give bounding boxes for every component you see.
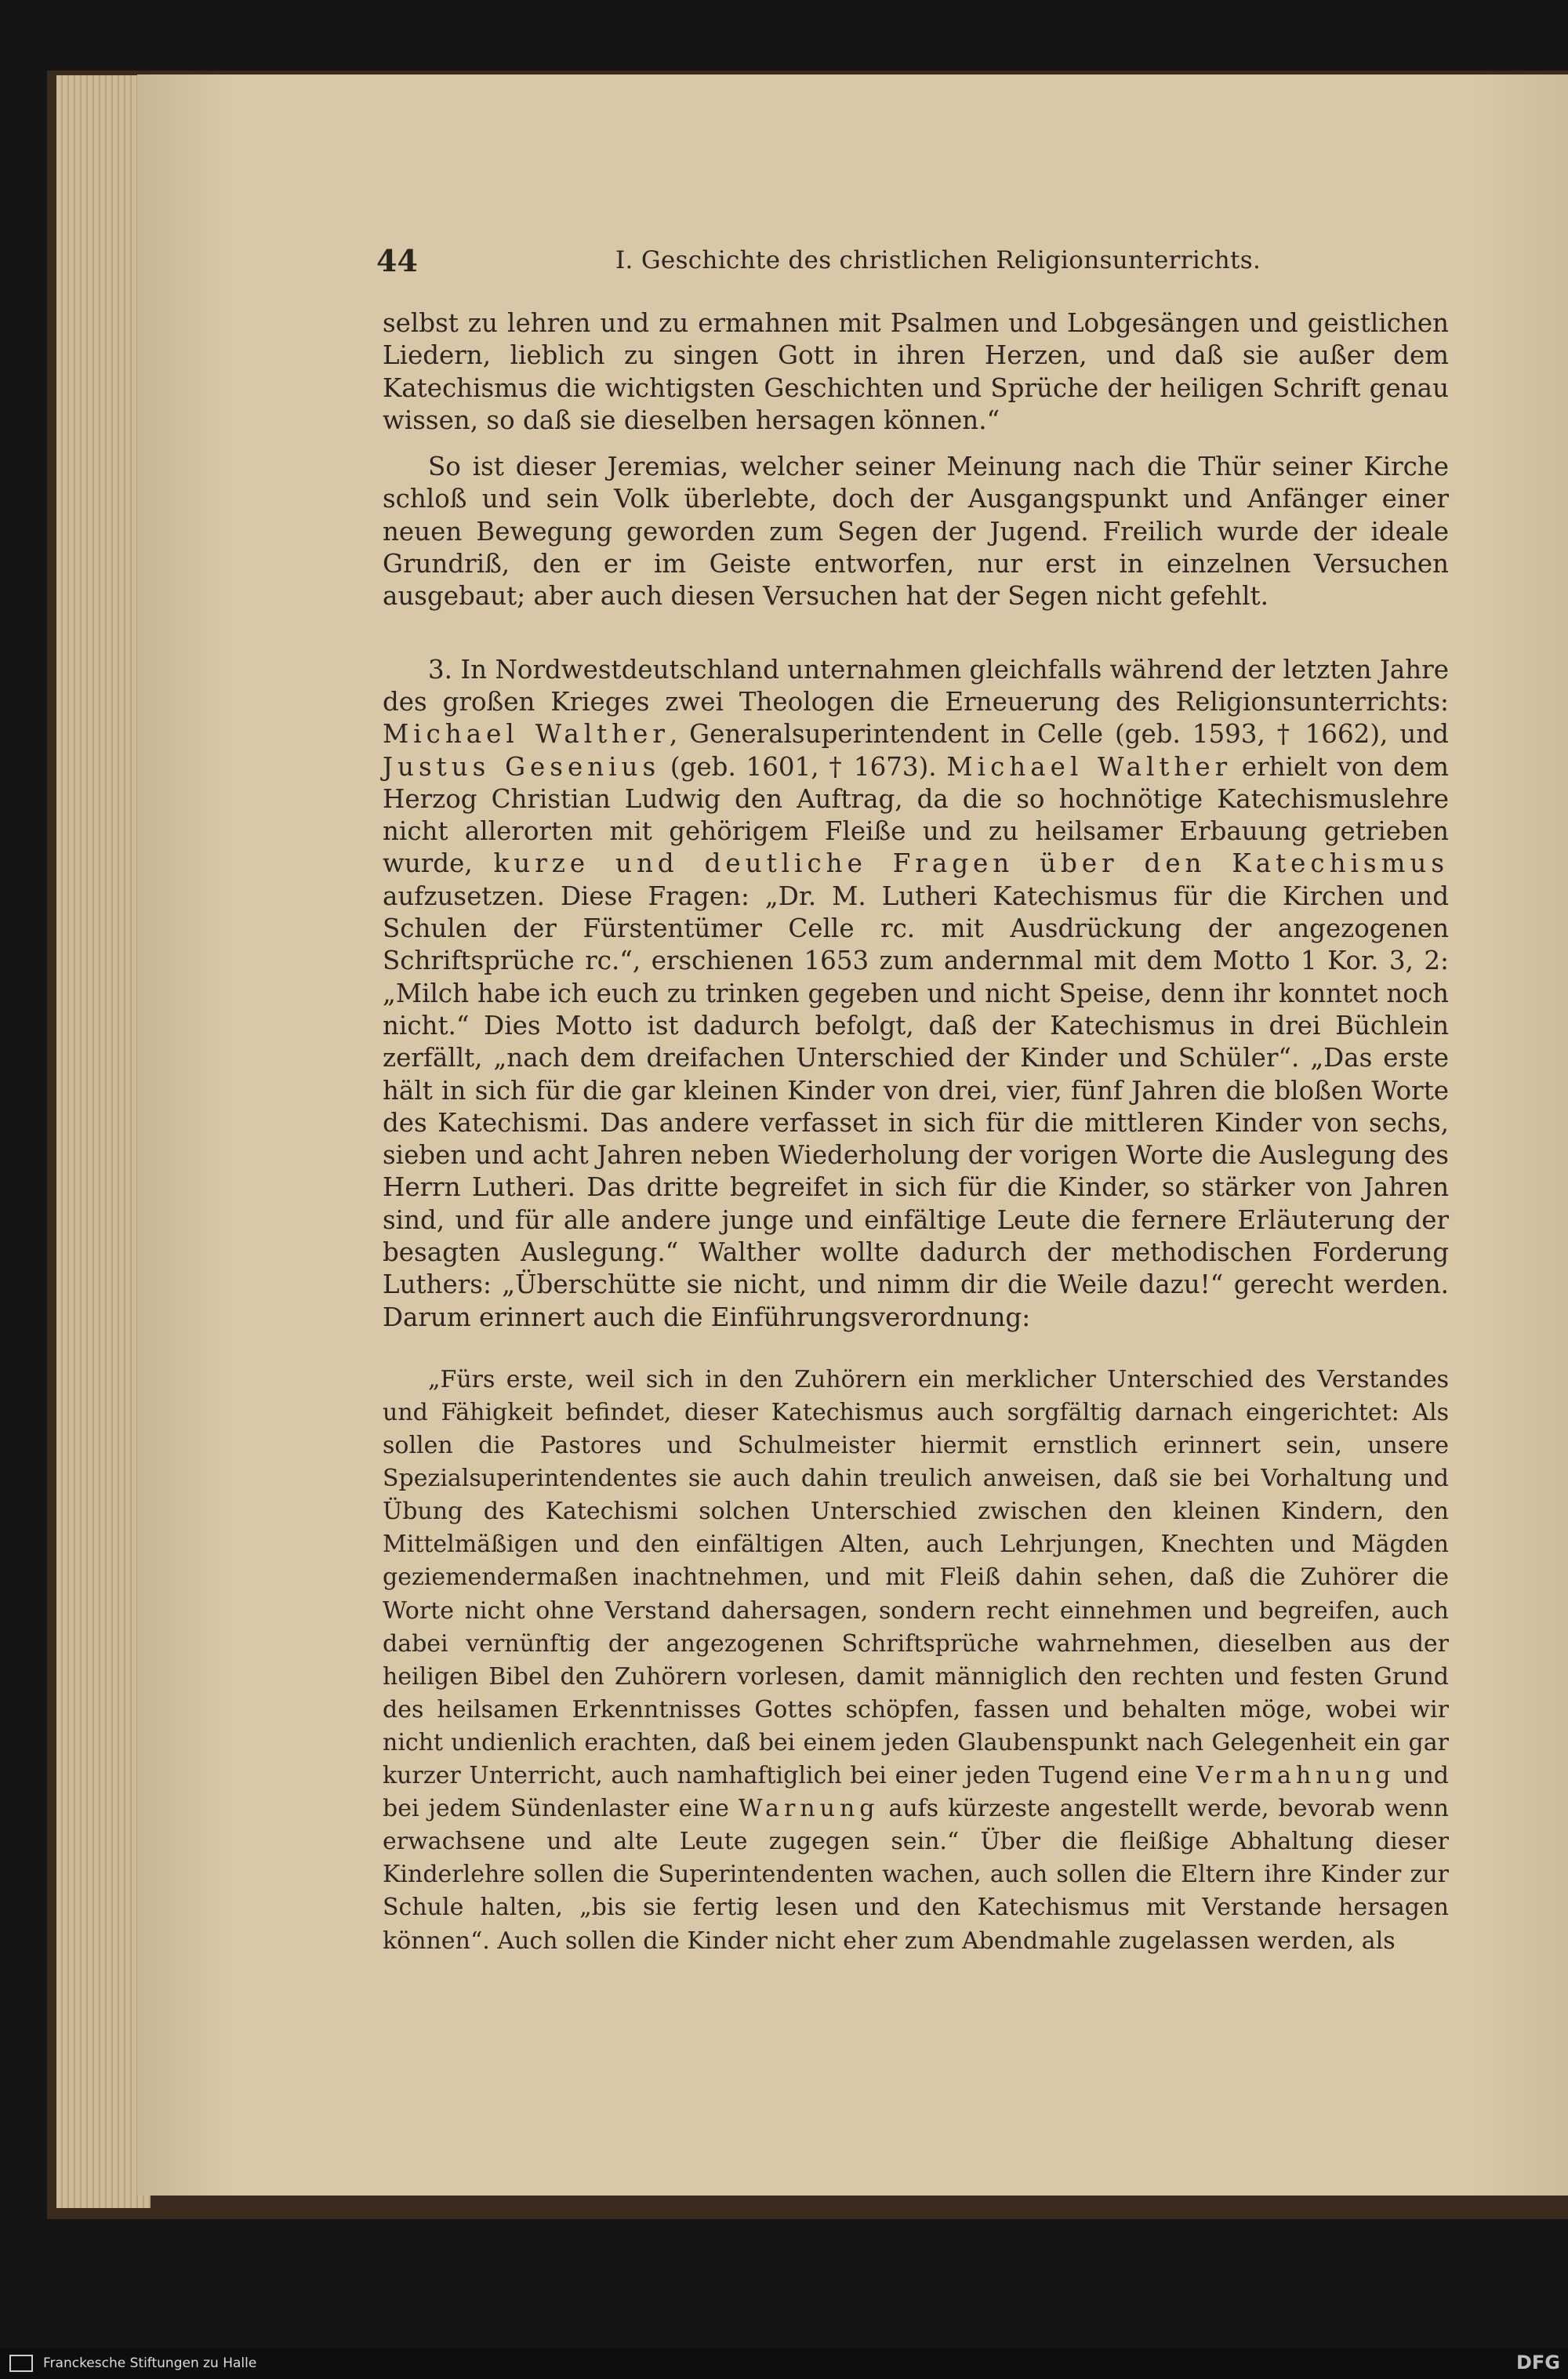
paragraph-section-3 xyxy=(383,654,1449,1334)
page-body xyxy=(383,307,1449,1958)
text-run: und bei jedem Sündenlaster eine xyxy=(383,1762,1449,1823)
text-run: , Generalsuperintendent in Celle (geb. 1593, † 1662), und xyxy=(669,719,1449,750)
paragraph-quotation xyxy=(383,1364,1449,1958)
spaced-phrase-fragen: kurze und deutliche Fragen über den Katechismus xyxy=(493,848,1449,879)
spaced-name-walther: Michael Walther xyxy=(383,719,670,750)
text-run: aufs kürzeste angestellt werde, bevorab wenn erwachsene und alte Leute zugegen sein.“ Über die fleißige Abhaltung dieser Kinderlehre sollen die Superintendenten wachen, auch sollen die Eltern ihre Kinder zur Schule halten, „bis sie fertig lesen und den Katechismus mit Verstande hersagen können“. Auch sollen die Kinder nicht eher zum Abendmahle zugelassen werden, als xyxy=(383,1795,1449,1955)
text-run: „Fürs erste, weil sich in den Zuhörern ein merklicher Unterschied des Verstandes und Fähigkeit befindet, dieser Katechismus auch sorgfältig darnach eingerichtet: Als sollen die Pastores und Schulmeister hiermit ernstlich erinnert sein, unsere Spezialsuperintendentes sie auch dahin treulich anweisen, daß sie bei Vorhaltung und Übung des Katechismi solchen Unterschied zwischen den kleinen Kindern, den Mittelmäßigen und den einfältigen Alten, auch Lehrjungen, Knechten und Mägden geziemendermaßen inachtnehmen, und mit Fleiß dahin sehen, daß die Zuhörer die Worte nicht ohne Verstand dahersagen, sondern recht einnehmen und begreifen, auch dabei vernünftig der angezogenen Schriftsprüche wahrnehmen, dieselben aus der heiligen Bibel den Zuhörern vorlesen, damit männiglich den rechten und festen Grund des heilsamen Erkenntnisses Gottes schöpfen, fassen und behalten möge, wobei wir nicht undienlich erachten, daß bei einem jeden Glaubenspunkt nach Gelegenheit ein gar kurzer Unterricht, auch namhaftiglich bei einer jeden Tugend eine xyxy=(383,1365,1449,1790)
spaced-word-warnung: Warnung xyxy=(738,1795,880,1823)
spaced-name-gesenius: Justus Gesenius xyxy=(383,751,661,782)
running-title: I. Geschichte des christlichen Religionsunterrichts. xyxy=(615,246,1261,274)
text-run: aufzusetzen. Diese Fragen: „Dr. M. Lutheri Katechismus für die Kirchen und Schulen der Fürstentümer Celle rc. mit Ausdrückung der angezogenen Schriftsprüche rc.“, erschienen 1653 zum andernmal mit dem Motto 1 Kor. 3, 2: „Milch habe ich euch zu trinken gegeben und nicht Speise, denn ihr konntet noch nicht.“ Dies Motto ist dadurch befolgt, daß der Katechismus in drei Büchlein zerfällt, „nach dem dreifachen Unterschied der Kinder und Schüler“. „Das erste hält in sich für die gar kleinen Kinder von drei, vier, fünf Jahren die bloßen Worte des Katechismi. Das andere verfasset in sich für die mittleren Kinder von sechs, sieben und acht Jahren neben Wiederholung der vorigen Worte die Auslegung des Herrn Lutheri. Das dritte begreifet in sich für die Kinder, so stärker von Jahren sind, und für alle andere junge und einfältige Leute die fernere Erläuterung der besagten Auslegung.“ Walther wollte dadurch der methodischen Forderung Luthers: „Überschütte sie nicht, und nimm dir die Weile dazu!“ gerecht werden. Darum erinnert auch die Einführungsverordnung: xyxy=(383,881,1449,1332)
dfg-logo: DFG xyxy=(1515,2352,1560,2374)
page-edges xyxy=(56,75,151,2208)
text-run: (geb. 1601, † 1673). xyxy=(660,751,947,782)
institution-name: Franckesche Stiftungen zu Halle xyxy=(43,2355,257,2371)
spaced-word-vermahnung: Vermahnung xyxy=(1196,1762,1396,1790)
spaced-name-walther-2: Michael Walther xyxy=(946,751,1232,782)
page-number: 44 xyxy=(376,243,418,278)
paragraph-continuation: selbst zu lehren und zu ermahnen mit Psalmen und Lobgesängen und geistlichen Liedern, lieblich zu singen Gott in ihren Herzen, und daß sie außer dem Katechismus die wichtigsten Geschichten und Sprüche der heiligen Schrift genau wissen, so daß sie dieselben hersagen können.“ xyxy=(383,308,1449,435)
page-header xyxy=(376,243,1474,290)
text-run: 3. In Nordwestdeutschland unternahmen gleichfalls während der letzten Jahre des großen Krieges zwei Theologen die Erneuerung des Religionsunterrichts: xyxy=(383,654,1449,717)
institution-logo-icon xyxy=(9,2355,33,2372)
paragraph-jeremias: So ist dieser Jeremias, welcher seiner Meinung nach die Thür seiner Kirche schloß und sein Volk überlebte, doch der Ausgangspunkt und Anfänger einer neuen Bewegung geworden zum Segen der Jugend. Freilich wurde der ideale Grundriß, den er im Geiste entworfen, nur erst in einzelnen Versuchen ausgebaut; aber auch diesen Versuchen hat der Segen nicht gefehlt. xyxy=(383,452,1449,612)
text-run: erhielt von dem Herzog Christian Ludwig den Auftrag, da die so hochnötige Katechismuslehre nicht allerorten mit gehörigem Fleiße und zu heilsamer Erbauung getrieben wurde, xyxy=(383,751,1449,879)
